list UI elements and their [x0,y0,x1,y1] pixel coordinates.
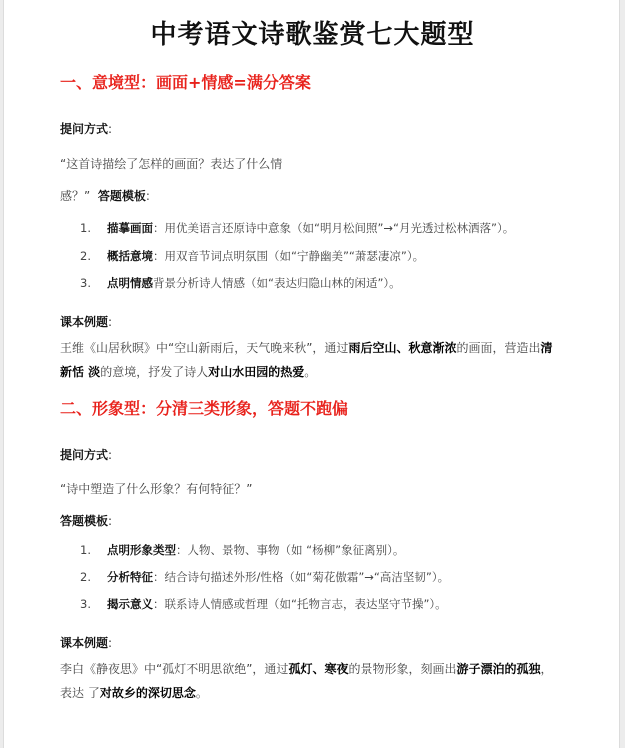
ask-text-1: “这首诗描绘了怎样的画面？表达了什么情 [60,157,283,171]
ask-label-text: 提问方式 [60,122,109,136]
list-item: 3. 揭示意义：联系诗人情感或哲理（如“托物言志，表达坚守节操”）。 [80,597,447,611]
list-item: 2. 分析特征：结合诗句描述外形/性格（如“菊花傲霜”→“高洁坚韧”）。 [80,570,450,584]
list-item: 3. 点明情感背景分析诗人情感（如“表达归隐山林的闲适”）。 [80,276,401,290]
example-paragraph-1: 王维《山居秋暝》中“空山新雨后，天气晚来秋”，通过雨后空山、秋意渐浓的画面，营造出清 新恬 淡的意境，抒发了诗人对山水田园的热爱。 [60,341,553,379]
list-item: 2. 概括意境：用双音节词点明氛围（如“宁静幽美”“萧瑟凄凉”）。 [80,249,425,263]
list-item: 1. 描摹画面：用优美语言还原诗中意象（如“明月松间照”→“月光透过松林洒落”）。 [80,221,515,235]
ask-text-1-cont: 感？” 答题模板: [60,189,150,203]
section-heading-2: 二、形象型：分清三类形象，答题不跑偏 [60,399,349,418]
example-label-2: 课本例题: [60,636,113,650]
page-title: 中考语文诗歌鉴赏七大题型 [150,20,475,50]
ask-text-1-end: 感？” [60,189,91,203]
ask-label-2: 提问方式: [60,448,113,462]
example-paragraph-2: 李白《静夜思》中“孤灯不明思欲绝”，通过孤灯、寒夜的景物形象，刻画出游子漂泊的孤独， 表达 了对故乡的深切思念。 [60,662,553,700]
template-label-1: 答题模板 [97,189,146,203]
document-page [3,0,620,748]
ask-label-1: 提问方式: [60,122,113,136]
list-item: 1. 点明形象类型：人物、景物、事物（如 “杨柳”象征离别）。 [80,543,405,557]
template-label-2: 答题模板: [60,514,113,528]
section-heading-1: 一、意境型：画面+情感=满分答案 [60,73,311,92]
example-label-1: 课本例题: [60,315,113,329]
ask-text-2: “诗中塑造了什么形象？有何特征？” [60,482,253,496]
